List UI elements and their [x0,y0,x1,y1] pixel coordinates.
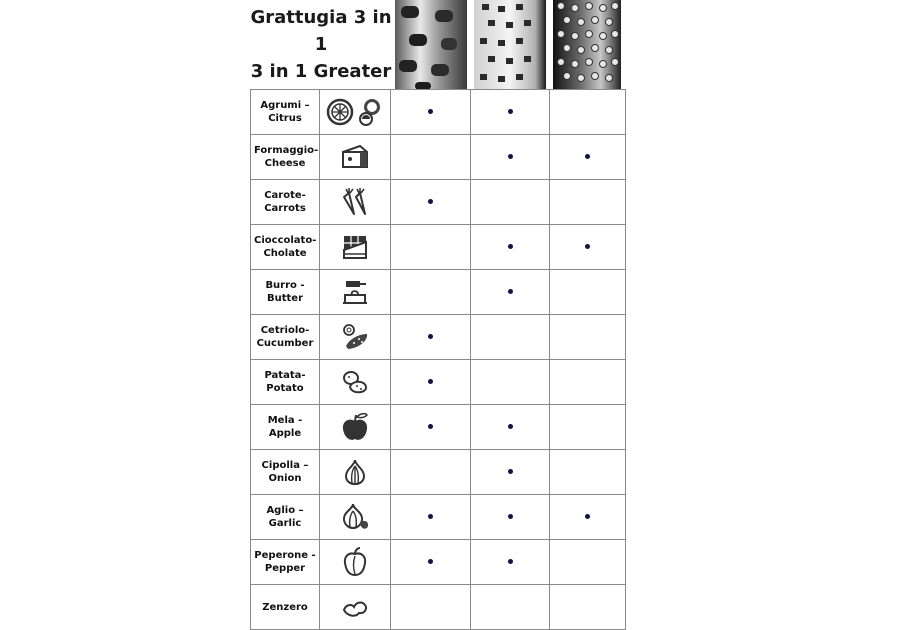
grater-1-cell [391,270,471,315]
compatibility-table [250,89,625,613]
chart-title [250,4,392,85]
table-row [251,495,626,540]
suitable-dot [585,514,590,519]
table-row [251,360,626,405]
suitable-dot [428,199,433,204]
grater-3-cell [550,495,626,540]
food-label: Burro - Butter [251,270,320,315]
food-label: Carote- Carrots [251,180,320,225]
table-row [251,450,626,495]
suitable-dot [428,334,433,339]
slicer-grater-photo [474,0,546,90]
grater-3-cell [550,315,626,360]
ginger-icon [320,585,391,630]
suitable-dot [508,154,513,159]
grater-2-cell [471,315,550,360]
food-label: Formaggio- Cheese [251,135,320,180]
grater-2-cell [471,90,550,135]
suitable-dot [508,469,513,474]
grater-2-cell [471,540,550,585]
title-italian: Grattugia 3 in 1 [250,7,392,55]
table-row [251,540,626,585]
suitable-dot [508,559,513,564]
suitable-dot [508,514,513,519]
butter-icon [320,270,391,315]
table-row [251,270,626,315]
grater-1-cell [391,360,471,405]
grater-3-cell [550,585,626,630]
table-row [251,90,626,135]
title-english: 3 in 1 Greater [250,61,392,82]
grater-2-cell [471,360,550,405]
food-label: Cetriolo- Cucumber [251,315,320,360]
suitable-dot [508,289,513,294]
suitable-dot [428,424,433,429]
table-row [251,405,626,450]
suitable-dot [428,379,433,384]
grater-1-cell [391,495,471,540]
food-label: Cioccolato- Cholate [251,225,320,270]
grater-1-cell [391,225,471,270]
grater-3-cell [550,540,626,585]
grater-1-cell [391,450,471,495]
chocolate-icon [320,225,391,270]
carrot-icon [320,180,391,225]
suitable-dot [428,559,433,564]
suitable-dot [585,154,590,159]
suitable-dot [428,109,433,114]
table-row [251,315,626,360]
suitable-dot [508,244,513,249]
grater-2-cell [471,180,550,225]
grater-2-cell [471,405,550,450]
grater-1-cell [391,540,471,585]
grater-3-cell [550,450,626,495]
apple-icon [320,405,391,450]
food-label: Patata- Potato [251,360,320,405]
cheese-icon [320,135,391,180]
suitable-dot [428,514,433,519]
table-row [251,135,626,180]
garlic-icon [320,495,391,540]
pepper-icon [320,540,391,585]
grater-2-cell [471,225,550,270]
food-label: Cipolla – Onion [251,450,320,495]
food-label: Peperone - Pepper [251,540,320,585]
fine-grater-photo [553,0,621,90]
grater-1-cell [391,135,471,180]
grater-3-cell [550,360,626,405]
citrus-icon [320,90,391,135]
grater-3-cell [550,270,626,315]
coarse-grater-photo [395,0,467,90]
table-row [251,180,626,225]
grater-3-cell [550,225,626,270]
grater-3-cell [550,90,626,135]
food-label: Agrumi – Citrus [251,90,320,135]
grater-1-cell [391,180,471,225]
grater-3-cell [550,135,626,180]
grater-2-cell [471,585,550,630]
grater-3-cell [550,405,626,450]
table-row [251,225,626,270]
food-label: Zenzero [251,585,320,630]
grater-2-cell [471,495,550,540]
onion-icon [320,450,391,495]
potato-icon [320,360,391,405]
grater-2-cell [471,270,550,315]
table-row [251,585,626,630]
suitable-dot [508,424,513,429]
grater-2-cell [471,135,550,180]
suitable-dot [585,244,590,249]
food-label: Mela - Apple [251,405,320,450]
suitable-dot [508,109,513,114]
grater-1-cell [391,585,471,630]
grater-1-cell [391,90,471,135]
grater-1-cell [391,405,471,450]
grater-1-cell [391,315,471,360]
food-label: Aglio – Garlic [251,495,320,540]
cucumber-icon [320,315,391,360]
grater-2-cell [471,450,550,495]
grater-3-cell [550,180,626,225]
